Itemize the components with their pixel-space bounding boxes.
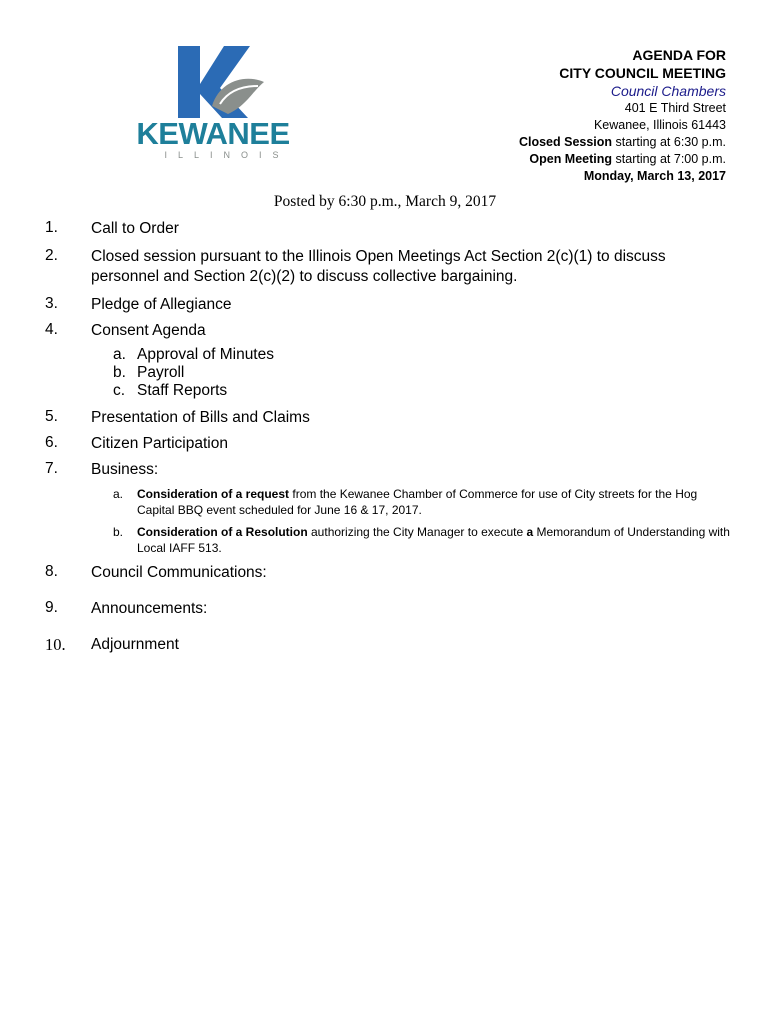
header-meeting-title: CITY COUNCIL MEETING [559,65,726,81]
open-meeting-label: Open Meeting [529,152,613,166]
logo-wordmark: KEWANEE [136,116,290,151]
header-address-street: 401 E Third Street [624,101,726,115]
subitem-bold: Consideration of a request [137,487,290,501]
agenda-item-6 [45,434,735,454]
item-number: 3. [45,295,58,312]
item-text: Business: [91,461,159,478]
agenda-item-7 [45,460,735,480]
agenda-item-10 [45,635,735,655]
item-text: Pledge of Allegiance [91,296,232,313]
item-text: Closed session pursuant to the Illinois Open Meetings Act Section 2(c)(1) to discuss personnel and Section 2(c)(2) to discuss collective bargaining. [91,248,666,285]
closed-session-time: starting at 6:30 p.m. [612,135,726,149]
item-number: 1. [45,219,58,236]
business-subitems [113,486,735,556]
subitem-text: Payroll [137,364,185,381]
item-text: Citizen Participation [91,435,228,452]
item-number: 8. [45,563,58,580]
item-number: 6. [45,434,58,451]
subitem-letter: a. [113,487,124,501]
item-text: Presentation of Bills and Claims [91,409,310,426]
item-number: 7. [45,460,58,477]
item-text: Call to Order [91,220,179,237]
agenda-item-3 [45,295,735,315]
agenda-item-5 [45,408,735,428]
subitem-text: Approval of Minutes [137,346,274,363]
item-number: 10. [45,635,66,654]
subitem-text-end: Memorandum of Understanding with Local IAFF 513. [137,525,730,555]
item-text: Council Communications: [91,564,267,581]
subitem-letter: b. [113,525,124,539]
item-number: 2. [45,247,58,264]
subitem-bold-article: a [526,525,534,539]
agenda-item-1 [45,219,735,239]
agenda-item-2 [45,247,735,287]
agenda-item-4 [45,321,735,341]
consent-agenda-subitems [113,346,735,400]
subitem-letter: a. [113,346,126,363]
open-meeting-time: starting at 7:00 p.m. [612,152,726,166]
item-text: Adjournment [91,636,179,653]
business-subitem-b [113,524,735,556]
header-location: Council Chambers [610,83,726,99]
subitem-letter: c. [113,382,126,399]
consent-subitem [113,346,735,364]
item-text: Consent Agenda [91,322,206,339]
item-text: Announcements: [91,600,208,617]
agenda-item-9 [45,599,735,619]
subitem-text: Staff Reports [137,382,228,399]
subitem-text: authorizing the City Manager to execute [307,525,527,539]
posted-notice: Posted by 6:30 p.m., March 9, 2017 [273,193,497,210]
agenda-item-8 [45,563,735,583]
closed-session-label: Closed Session [518,135,613,149]
kewanee-logo-mark [108,44,318,162]
item-number: 9. [45,599,58,616]
header-address-city: Kewanee, Illinois 61443 [593,118,726,132]
header-closed-session [519,134,726,151]
business-subitem-a [113,486,735,518]
subitem-letter: b. [113,364,126,381]
item-number: 4. [45,321,58,338]
header-agenda-for: AGENDA FOR [632,47,726,63]
header-open-meeting [519,151,726,168]
subitem-text: from the Kewanee Chamber of Commerce for use of City streets for the Hog Capital BBQ event scheduled for June 16 & 17, 2017. [137,487,698,517]
meeting-header [519,46,726,185]
kewanee-logo [108,44,318,162]
item-number: 5. [45,408,58,425]
logo-subtitle: ILLINOIS [164,150,290,160]
consent-subitem [113,382,735,400]
agenda-list [45,216,735,655]
meeting-date: Monday, March 13, 2017 [583,169,726,183]
header-date [519,168,726,185]
subitem-bold: Consideration of a Resolution [137,525,308,539]
consent-subitem [113,364,735,382]
